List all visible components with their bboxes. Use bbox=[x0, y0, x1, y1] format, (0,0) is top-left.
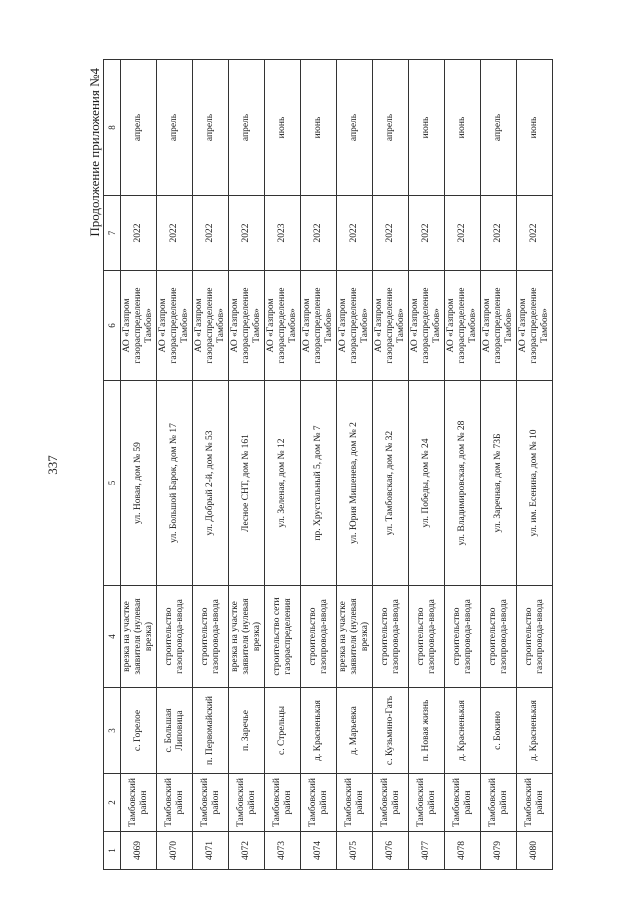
settlement-cell: д. Красненькая bbox=[445, 688, 481, 774]
settlement-cell: с. Бокино bbox=[481, 688, 517, 774]
year-cell: 2022 bbox=[121, 196, 157, 271]
organization-cell: АО «Газпром газораспределение Тамбов» bbox=[229, 271, 265, 381]
header-cell: 8 bbox=[104, 60, 121, 196]
table-row bbox=[517, 60, 553, 870]
settlement-cell: п. Первомайский bbox=[193, 688, 229, 774]
year-cell: 2022 bbox=[445, 196, 481, 271]
year-cell: 2022 bbox=[373, 196, 409, 271]
rotated-document-page bbox=[45, 60, 605, 870]
header-cell: 6 bbox=[104, 271, 121, 381]
table-row bbox=[229, 60, 265, 870]
year-cell: 2022 bbox=[193, 196, 229, 271]
table-row bbox=[301, 60, 337, 870]
row-number-cell: 4072 bbox=[229, 832, 265, 870]
table-row bbox=[193, 60, 229, 870]
organization-cell: АО «Газпром газораспределение Тамбов» bbox=[265, 271, 301, 381]
work-type-cell: строительство сети газораспределения bbox=[265, 586, 301, 688]
row-number-cell: 4070 bbox=[157, 832, 193, 870]
year-cell: 2022 bbox=[301, 196, 337, 271]
year-cell: 2022 bbox=[229, 196, 265, 271]
header-cell: 3 bbox=[104, 688, 121, 774]
settlement-cell: с. Стрельцы bbox=[265, 688, 301, 774]
address-cell: ул. Победы, дом № 24 bbox=[409, 381, 445, 586]
district-cell: Тамбовский район bbox=[337, 774, 373, 832]
address-cell: ул. Большой Барок, дом № 17 bbox=[157, 381, 193, 586]
address-cell: ул. Юрия Мишенева, дом № 2 bbox=[337, 381, 373, 586]
table-row bbox=[265, 60, 301, 870]
settlement-cell: с. Горелое bbox=[121, 688, 157, 774]
work-type-cell: врезка на участке заявителя (нулевая врезка) bbox=[229, 586, 265, 688]
table-row bbox=[121, 60, 157, 870]
district-cell: Тамбовский район bbox=[229, 774, 265, 832]
settlement-cell: п. Новая жизнь bbox=[409, 688, 445, 774]
district-cell: Тамбовский район bbox=[517, 774, 553, 832]
organization-cell: АО «Газпром газораспределение Тамбов» bbox=[517, 271, 553, 381]
address-cell: ул. Владимировская, дом № 28 bbox=[445, 381, 481, 586]
month-cell: июнь bbox=[409, 60, 445, 196]
organization-cell: АО «Газпром газораспределение Тамбов» bbox=[373, 271, 409, 381]
settlement-cell: с. Кузьмино-Гать bbox=[373, 688, 409, 774]
organization-cell: АО «Газпром газораспределение Тамбов» bbox=[121, 271, 157, 381]
month-cell: апрель bbox=[193, 60, 229, 196]
table-body bbox=[104, 60, 553, 870]
month-cell: июнь bbox=[265, 60, 301, 196]
organization-cell: АО «Газпром газораспределение Тамбов» bbox=[445, 271, 481, 381]
settlement-cell: д. Марьевка bbox=[337, 688, 373, 774]
work-type-cell: врезка на участке заявителя (нулевая врезка) bbox=[337, 586, 373, 688]
work-type-cell: строительство газопровода-ввода bbox=[409, 586, 445, 688]
work-type-cell: врезка на участке заявителя (нулевая врезка) bbox=[121, 586, 157, 688]
work-type-cell: строительство газопровода-ввода bbox=[517, 586, 553, 688]
gasification-schedule-table bbox=[103, 59, 553, 870]
month-cell: апрель bbox=[481, 60, 517, 196]
district-cell: Тамбовский район bbox=[265, 774, 301, 832]
work-type-cell: строительство газопровода-ввода bbox=[373, 586, 409, 688]
organization-cell: АО «Газпром газораспределение Тамбов» bbox=[193, 271, 229, 381]
row-number-cell: 4075 bbox=[337, 832, 373, 870]
address-cell: ул. Новая, дом № 59 bbox=[121, 381, 157, 586]
row-number-cell: 4071 bbox=[193, 832, 229, 870]
month-cell: июнь bbox=[301, 60, 337, 196]
header-cell: 5 bbox=[104, 381, 121, 586]
month-cell: апрель bbox=[121, 60, 157, 196]
settlement-cell: п. Заречье bbox=[229, 688, 265, 774]
work-type-cell: строительство газопровода-ввода bbox=[193, 586, 229, 688]
address-cell: ул. Тамбовская, дом № 32 bbox=[373, 381, 409, 586]
address-cell: ул. Добрый 2-й, дом № 53 bbox=[193, 381, 229, 586]
district-cell: Тамбовский район bbox=[121, 774, 157, 832]
month-cell: апрель bbox=[337, 60, 373, 196]
organization-cell: АО «Газпром газораспределение Тамбов» bbox=[301, 271, 337, 381]
header-cell: 4 bbox=[104, 586, 121, 688]
organization-cell: АО «Газпром газораспределение Тамбов» bbox=[409, 271, 445, 381]
organization-cell: АО «Газпром газораспределение Тамбов» bbox=[157, 271, 193, 381]
work-type-cell: строительство газопровода-ввода bbox=[445, 586, 481, 688]
row-number-cell: 4073 bbox=[265, 832, 301, 870]
month-cell: июнь bbox=[445, 60, 481, 196]
organization-cell: АО «Газпром газораспределение Тамбов» bbox=[481, 271, 517, 381]
appendix-continuation-label: Продолжение приложения №4 bbox=[87, 68, 102, 237]
row-number-cell: 4079 bbox=[481, 832, 517, 870]
table-row bbox=[445, 60, 481, 870]
organization-cell: АО «Газпром газораспределение Тамбов» bbox=[337, 271, 373, 381]
row-number-cell: 4076 bbox=[373, 832, 409, 870]
district-cell: Тамбовский район bbox=[301, 774, 337, 832]
address-cell: ул. Зеленая, дом № 12 bbox=[265, 381, 301, 586]
year-cell: 2022 bbox=[517, 196, 553, 271]
address-cell: ул. Заречная, дом № 73Б bbox=[481, 381, 517, 586]
district-cell: Тамбовский район bbox=[157, 774, 193, 832]
column-number-header-row bbox=[104, 60, 121, 870]
table-row bbox=[157, 60, 193, 870]
row-number-cell: 4078 bbox=[445, 832, 481, 870]
table-row bbox=[481, 60, 517, 870]
row-number-cell: 4080 bbox=[517, 832, 553, 870]
district-cell: Тамбовский район bbox=[409, 774, 445, 832]
month-cell: апрель bbox=[157, 60, 193, 196]
month-cell: июнь bbox=[517, 60, 553, 196]
page-number: 337 bbox=[45, 455, 60, 475]
address-cell: Лесное СНТ, дом № 161 bbox=[229, 381, 265, 586]
address-cell: ул. им. Есенина, дом № 10 bbox=[517, 381, 553, 586]
year-cell: 2022 bbox=[481, 196, 517, 271]
row-number-cell: 4069 bbox=[121, 832, 157, 870]
address-cell: пр. Хрустальный 5, дом № 7 bbox=[301, 381, 337, 586]
settlement-cell: д. Красненькая bbox=[517, 688, 553, 774]
district-cell: Тамбовский район bbox=[193, 774, 229, 832]
table-row bbox=[373, 60, 409, 870]
month-cell: апрель bbox=[229, 60, 265, 196]
month-cell: апрель bbox=[373, 60, 409, 196]
work-type-cell: строительство газопровода-ввода bbox=[481, 586, 517, 688]
work-type-cell: строительство газопровода-ввода bbox=[301, 586, 337, 688]
table-row bbox=[409, 60, 445, 870]
district-cell: Тамбовский район bbox=[445, 774, 481, 832]
district-cell: Тамбовский район bbox=[373, 774, 409, 832]
row-number-cell: 4074 bbox=[301, 832, 337, 870]
settlement-cell: д. Красненькая bbox=[301, 688, 337, 774]
settlement-cell: с. Большая Липовица bbox=[157, 688, 193, 774]
header-cell: 1 bbox=[104, 832, 121, 870]
year-cell: 2022 bbox=[409, 196, 445, 271]
row-number-cell: 4077 bbox=[409, 832, 445, 870]
district-cell: Тамбовский район bbox=[481, 774, 517, 832]
year-cell: 2023 bbox=[265, 196, 301, 271]
table-row bbox=[337, 60, 373, 870]
header-cell: 7 bbox=[104, 196, 121, 271]
work-type-cell: строительство газопровода-ввода bbox=[157, 586, 193, 688]
year-cell: 2022 bbox=[337, 196, 373, 271]
header-cell: 2 bbox=[104, 774, 121, 832]
year-cell: 2022 bbox=[157, 196, 193, 271]
